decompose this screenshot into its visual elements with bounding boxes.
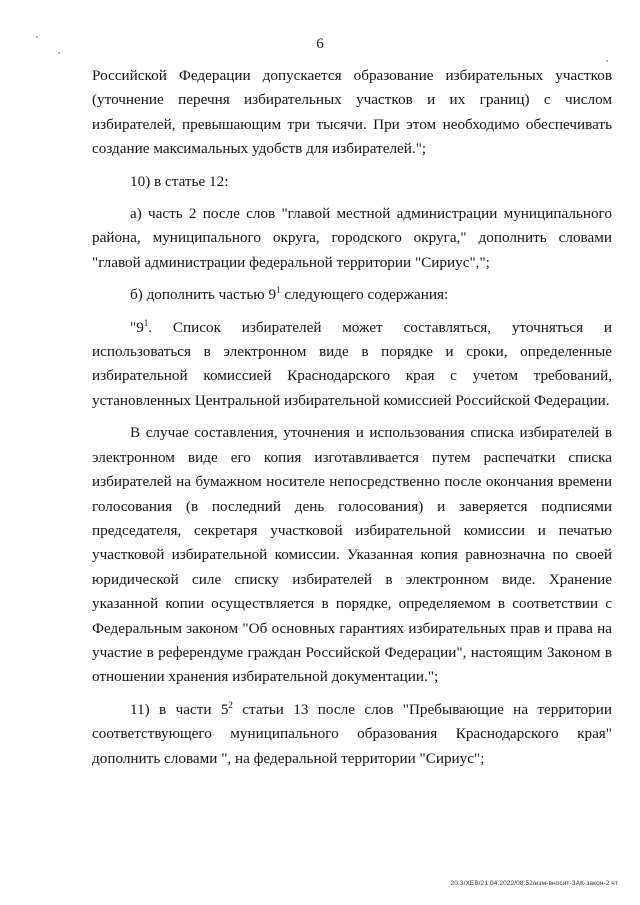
page-number: 6 <box>316 36 324 52</box>
text-span: "9 <box>130 318 144 336</box>
paragraph-electronic-copy: В случае составления, уточнения и использования списка избирателей в электронном виде его копия изготавливается путем распечатки списка избирателей на бумажном носителе непосредственно после окончания времени голосования (в последний день голосования) и заверяется подписями председателя, секретаря участковой избирательной комиссии и печатью участковой избирательной комиссии. Указанная копия равнозначна по своей юридической силе списку избирателей в электронном виде. Хранение указанной копии осуществляется в порядке, определяемом в соответствии с Федеральным законом "Об основных гарантиях избирательных прав и права на участие в референдуме граждан Российской Федерации", настоящим Законом в отношении хранения избирательной документации."; <box>92 424 612 686</box>
paragraph-continuation: Российской Федерации допускается образование избирательных участков (уточнение перечня избирательных участков и их границ) с числом избирателей, превышающим три тысячи. При этом необходимо обеспечивать создание максимальных удобств для избирателей."; <box>92 67 612 158</box>
paragraph-part-9-1 <box>92 316 612 414</box>
scan-speck <box>606 60 608 62</box>
paragraph-item-11 <box>92 698 612 771</box>
text-span: 11) в части 5 <box>130 700 229 718</box>
superscript: 2 <box>228 699 233 710</box>
text-span: . Список избирателей может составляться, уточняться и использоваться в электронном виде в порядке и сроки, определенные избирательной комиссией Краснодарского края с учетом требований, установленных Центральной избирательной комиссией Российской Федерации. <box>92 318 612 409</box>
text-span: следующего содержания: <box>280 286 449 304</box>
document-footer-code: 20.3/XEB/21.04.2022/08:52/изм-вносят-ЗАК-закон-2 чт <box>450 880 618 887</box>
superscript: 1 <box>143 317 149 328</box>
paragraph-item-10a: а) часть 2 после слов "главой местной администрации муниципального района, муниципального округа, городского округа," дополнить словами "главой администрации федеральной территории "Сириус","; <box>92 205 612 271</box>
superscript: 1 <box>276 285 281 296</box>
text-span: б) дополнить частью 9 <box>130 286 277 304</box>
paragraph-item-10b <box>92 283 612 307</box>
text-span: статьи 13 после слов "Пребывающие на территории соответствующего муниципального образования Краснодарского края" дополнить словами ", на федеральной территории "Сириус"; <box>92 700 612 767</box>
paragraph-item-10: 10) в статье 12: <box>130 172 229 190</box>
document-body <box>92 64 612 771</box>
